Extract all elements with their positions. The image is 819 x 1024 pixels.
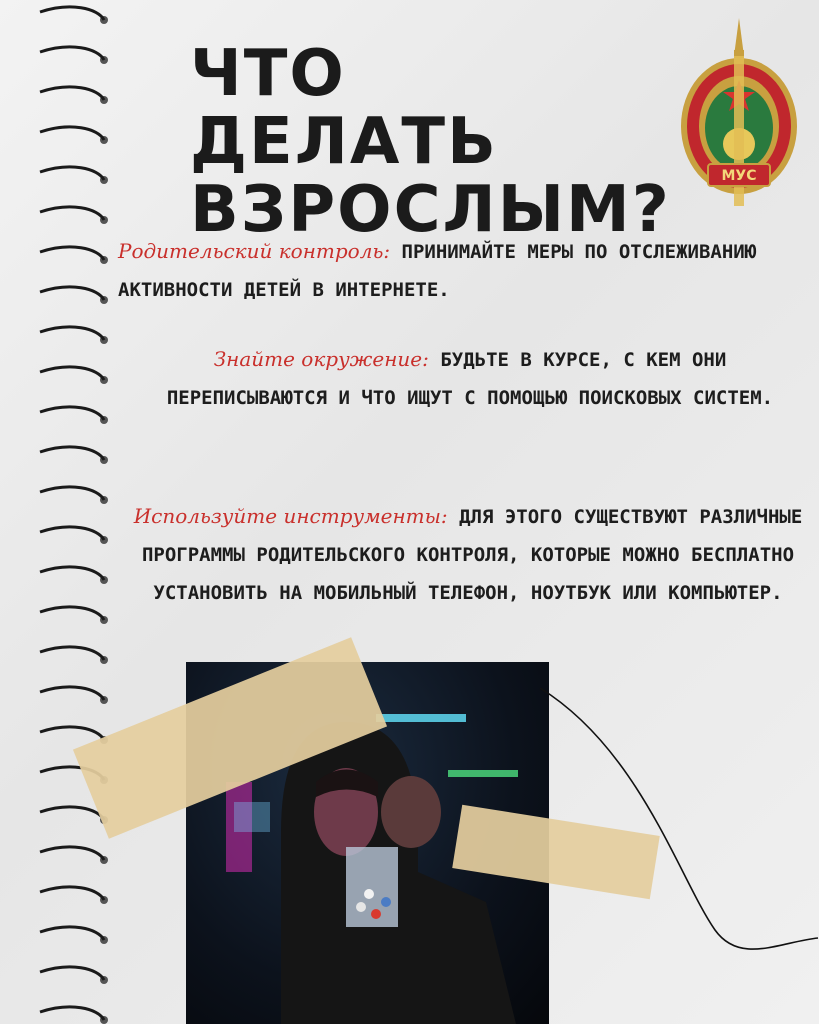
spiral-ring bbox=[40, 1007, 104, 1020]
item-know-environment bbox=[140, 340, 800, 417]
spiral-ring bbox=[40, 407, 104, 420]
spiral-ring bbox=[40, 247, 104, 260]
spiral-ring bbox=[40, 807, 104, 820]
spiral-ring bbox=[40, 927, 104, 940]
spiral-ring bbox=[40, 607, 104, 620]
item-use-tools bbox=[118, 497, 818, 612]
spiral-ring bbox=[40, 7, 104, 20]
mvd-emblem-icon bbox=[676, 16, 802, 212]
emblem-text: МУС bbox=[721, 168, 757, 184]
page-title bbox=[190, 37, 671, 247]
spiral-ring bbox=[40, 567, 104, 580]
item-label: Используйте инструменты: bbox=[133, 504, 448, 528]
spiral-ring bbox=[40, 967, 104, 980]
spiral-ring bbox=[40, 207, 104, 220]
item-text: ДЛЯ ЭТОГО СУЩЕСТВУЮТ РАЗЛИЧНЫЕ ПРОГРАММЫ РОДИТЕЛЬСКОГО КОНТРОЛЯ, КОТОРЫЕ МОЖНО БЕСПЛАТНО УСТАНОВИТЬ НА МОБИЛЬНЫЙ ТЕЛЕФОН, НОУТБУК ИЛИ КОМПЬЮТЕР. bbox=[141, 506, 803, 604]
spiral-ring bbox=[40, 47, 104, 60]
item-label: Знайте окружение: bbox=[213, 347, 429, 371]
spiral-ring bbox=[40, 327, 104, 340]
item-text: БУДЬТЕ В КУРСЕ, С КЕМ ОНИ ПЕРЕПИСЫВАЮТСЯ И ЧТО ИЩУТ С ПОМОЩЬЮ ПОИСКОВЫХ СИСТЕМ. bbox=[166, 349, 774, 409]
spiral-ring bbox=[40, 647, 104, 660]
spiral-ring bbox=[40, 727, 104, 740]
spiral-ring bbox=[40, 447, 104, 460]
spiral-ring bbox=[40, 527, 104, 540]
spiral-ring bbox=[40, 887, 104, 900]
title-line-1: ЧТО ДЕЛАТЬ bbox=[190, 37, 498, 179]
item-parental-control bbox=[118, 232, 808, 309]
item-label: Родительский контроль: bbox=[118, 239, 391, 263]
spiral-ring bbox=[40, 87, 104, 100]
spiral-ring bbox=[40, 287, 104, 300]
decorative-line-icon bbox=[530, 680, 819, 980]
spiral-ring bbox=[40, 167, 104, 180]
spiral-ring bbox=[40, 847, 104, 860]
spiral-ring bbox=[40, 367, 104, 380]
item-text: ПРИНИМАЙТЕ МЕРЫ ПО ОТСЛЕЖИВАНИЮ АКТИВНОСТИ ДЕТЕЙ В ИНТЕРНЕТЕ. bbox=[118, 241, 757, 301]
spiral-ring bbox=[40, 127, 104, 140]
title-line-2: ВЗРОСЛЫМ? bbox=[190, 173, 671, 247]
spiral-ring bbox=[40, 487, 104, 500]
spiral-ring bbox=[40, 687, 104, 700]
spiral-binding-icon bbox=[0, 0, 130, 1024]
